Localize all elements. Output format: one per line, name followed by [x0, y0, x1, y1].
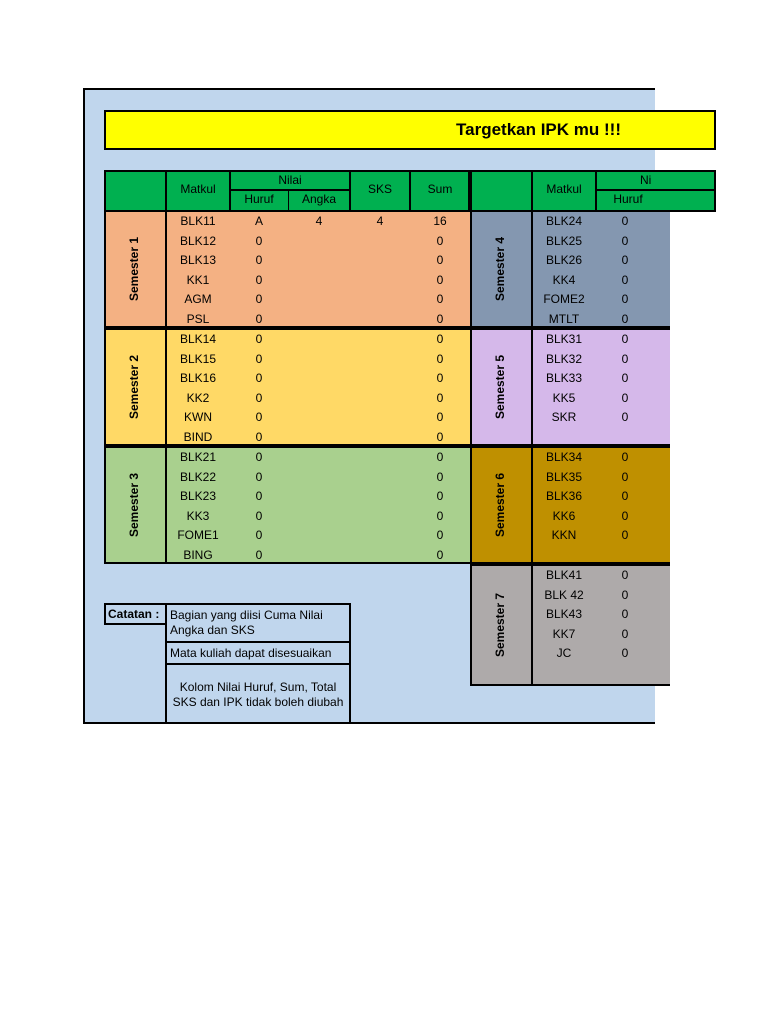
huruf-cell: 0 [255, 390, 263, 405]
header-huruf: Huruf [244, 192, 274, 206]
grid-line [595, 189, 716, 191]
huruf-cell: 0 [621, 508, 629, 523]
matkul-cell: BLK43 [545, 607, 583, 621]
angka-cell[interactable] [288, 310, 350, 329]
matkul-cell: KKN [551, 528, 577, 542]
matkul-cell: BLK14 [179, 332, 217, 346]
matkul-cell: AGM [184, 292, 212, 306]
sks-cell[interactable] [350, 271, 410, 290]
huruf-cell: 0 [621, 351, 629, 366]
sum-cell: 0 [436, 410, 444, 424]
sks-cell[interactable] [350, 487, 410, 506]
sks-cell[interactable] [350, 468, 410, 487]
matkul-cell: BLK41 [545, 568, 583, 582]
huruf-cell: 0 [621, 311, 629, 326]
header-huruf-right: Huruf [613, 192, 643, 206]
huruf-cell: 0 [255, 450, 263, 464]
sum-cell: 0 [436, 292, 444, 306]
huruf-cell: 0 [621, 253, 629, 267]
sum-cell: 0 [436, 311, 444, 326]
sks-cell[interactable] [350, 428, 410, 447]
matkul-cell: SKR [551, 410, 577, 424]
huruf-cell: 0 [255, 292, 263, 306]
huruf-cell: 0 [621, 332, 629, 346]
grid-line [349, 170, 351, 212]
note-2: Mata kuliah dapat disesuaikan [165, 641, 351, 665]
huruf-cell: 0 [621, 528, 629, 542]
sks-cell[interactable] [350, 350, 410, 369]
angka-cell[interactable]: 4 [315, 214, 323, 228]
grid-line [165, 170, 167, 212]
matkul-cell: KWN [184, 410, 212, 424]
notes-label: Catatan : [104, 603, 167, 625]
header-nilai-right: Ni [640, 173, 652, 187]
semester-label: Semester 2 [127, 354, 141, 420]
matkul-cell: BLK13 [179, 253, 217, 267]
angka-cell[interactable] [288, 468, 350, 487]
matkul-cell: KK3 [186, 508, 210, 523]
sum-cell: 16 [433, 214, 447, 228]
angka-cell[interactable] [288, 408, 350, 427]
sum-cell: 0 [436, 547, 444, 562]
huruf-cell: 0 [255, 253, 263, 267]
sks-cell[interactable] [350, 408, 410, 427]
huruf-cell: 0 [621, 587, 629, 602]
matkul-cell: MTLT [548, 311, 580, 326]
matkul-cell: BLK26 [545, 253, 583, 267]
grid-line [229, 170, 231, 212]
sks-cell[interactable] [350, 232, 410, 251]
matkul-cell: BLK12 [179, 233, 217, 248]
huruf-cell: 0 [255, 528, 263, 542]
matkul-cell: KK5 [552, 390, 576, 405]
matkul-cell: KK4 [552, 272, 576, 287]
semester-label: Semester 4 [493, 236, 507, 302]
header-sum: Sum [427, 182, 453, 196]
sks-cell[interactable] [350, 290, 410, 309]
matkul-cell: BLK25 [545, 233, 583, 248]
angka-cell[interactable] [288, 487, 350, 506]
header-matkul: Matkul [180, 182, 216, 196]
angka-cell[interactable] [288, 507, 350, 526]
huruf-cell: 0 [621, 390, 629, 405]
matkul-cell: BLK33 [545, 371, 583, 385]
huruf-cell: 0 [255, 332, 263, 346]
huruf-cell: 0 [255, 410, 263, 424]
sum-cell: 0 [436, 371, 444, 385]
matkul-cell: BLK31 [545, 332, 583, 346]
sum-cell: 0 [436, 528, 444, 542]
angka-cell[interactable] [288, 232, 350, 251]
semester-label: Semester 5 [493, 354, 507, 420]
huruf-cell: 0 [255, 371, 263, 385]
huruf-cell: 0 [621, 607, 629, 621]
sks-cell[interactable] [350, 507, 410, 526]
huruf-cell: 0 [255, 351, 263, 366]
matkul-cell: BLK34 [545, 450, 583, 464]
angka-cell[interactable] [288, 369, 350, 388]
huruf-cell: 0 [621, 568, 629, 582]
sks-cell[interactable] [350, 310, 410, 329]
huruf-cell: 0 [621, 371, 629, 385]
huruf-cell: 0 [621, 214, 629, 228]
semester-label: Semester 3 [127, 472, 141, 538]
matkul-cell: BLK32 [545, 351, 583, 366]
sum-cell: 0 [436, 233, 444, 248]
sum-cell: 0 [436, 332, 444, 346]
angka-cell[interactable] [288, 428, 350, 447]
header-matkul-right: Matkul [546, 182, 582, 196]
matkul-cell: BLK15 [179, 351, 217, 366]
semester-label: Semester 6 [493, 472, 507, 538]
sum-cell: 0 [436, 272, 444, 287]
matkul-cell: KK1 [186, 272, 210, 287]
sks-cell[interactable] [350, 330, 410, 349]
sks-cell[interactable]: 4 [376, 214, 384, 228]
huruf-cell: 0 [621, 233, 629, 248]
huruf-cell: 0 [621, 450, 629, 464]
huruf-cell: 0 [621, 489, 629, 503]
note-1: Bagian yang diisi Cuma Nilai Angka dan SKS [165, 603, 351, 643]
sum-cell: 0 [436, 450, 444, 464]
matkul-cell: BLK22 [179, 469, 217, 484]
angka-cell[interactable] [288, 271, 350, 290]
sks-cell[interactable] [350, 251, 410, 270]
matkul-cell: JC [556, 646, 572, 660]
huruf-cell: 0 [255, 469, 263, 484]
grid-line [229, 189, 349, 191]
huruf-cell: 0 [621, 646, 629, 660]
huruf-cell: 0 [621, 626, 629, 641]
matkul-cell: BLK 42 [544, 587, 584, 602]
matkul-cell: KK6 [552, 508, 576, 523]
sum-cell: 0 [436, 469, 444, 484]
matkul-cell: FOME1 [177, 528, 219, 542]
sum-cell: 0 [436, 390, 444, 405]
header-nilai: Nilai [278, 173, 302, 187]
huruf-cell: 0 [255, 233, 263, 248]
angka-cell[interactable] [288, 448, 350, 467]
huruf-cell: 0 [621, 410, 629, 424]
angka-cell[interactable] [288, 546, 350, 565]
angka-cell[interactable] [288, 526, 350, 545]
matkul-cell: KK2 [186, 390, 210, 405]
huruf-cell: 0 [255, 272, 263, 287]
matkul-cell: KK7 [552, 626, 576, 641]
angka-cell[interactable] [288, 389, 350, 408]
matkul-cell: BLK35 [545, 469, 583, 484]
matkul-cell: BIND [183, 429, 213, 444]
matkul-cell: BLK36 [545, 489, 583, 503]
angka-cell[interactable] [288, 350, 350, 369]
sum-cell: 0 [436, 508, 444, 523]
matkul-cell: BLK16 [179, 371, 217, 385]
sks-cell[interactable] [350, 448, 410, 467]
semester-label: Semester 1 [127, 236, 141, 302]
angka-cell[interactable] [288, 290, 350, 309]
huruf-cell: 0 [621, 469, 629, 484]
huruf-cell: 0 [255, 508, 263, 523]
sum-cell: 0 [436, 351, 444, 366]
sks-cell[interactable] [350, 526, 410, 545]
header-angka: Angka [301, 192, 337, 206]
grid-line [288, 190, 289, 210]
huruf-cell: A [254, 214, 263, 228]
matkul-cell: BLK23 [179, 489, 217, 503]
matkul-cell: FOME2 [543, 292, 585, 306]
grid-line [409, 170, 411, 212]
grid-line [595, 170, 597, 212]
huruf-cell: 0 [621, 292, 629, 306]
page-title: Targetkan IPK mu !!! [456, 120, 621, 139]
matkul-cell: BLK24 [545, 214, 583, 228]
matkul-cell: BING [183, 547, 213, 562]
huruf-cell: 0 [255, 311, 263, 326]
sum-cell: 0 [436, 253, 444, 267]
angka-cell[interactable] [288, 251, 350, 270]
sum-cell: 0 [436, 429, 444, 444]
huruf-cell: 0 [255, 429, 263, 444]
matkul-cell: BLK21 [179, 450, 217, 464]
huruf-cell: 0 [621, 272, 629, 287]
angka-cell[interactable] [288, 330, 350, 349]
sks-cell[interactable] [350, 546, 410, 565]
title-banner [104, 110, 716, 150]
sks-cell[interactable] [350, 389, 410, 408]
header-sks: SKS [367, 182, 392, 196]
sks-cell[interactable] [350, 369, 410, 388]
sum-cell: 0 [436, 489, 444, 503]
matkul-cell: BLK11 [180, 214, 216, 228]
huruf-cell: 0 [255, 547, 263, 562]
huruf-cell: 0 [255, 489, 263, 503]
note-3: Kolom Nilai Huruf, Sum, Total SKS dan IPK tidak boleh diubah [165, 663, 351, 724]
grid-line [531, 170, 533, 212]
matkul-cell: PSL [186, 311, 210, 326]
semester-label: Semester 7 [493, 592, 507, 658]
